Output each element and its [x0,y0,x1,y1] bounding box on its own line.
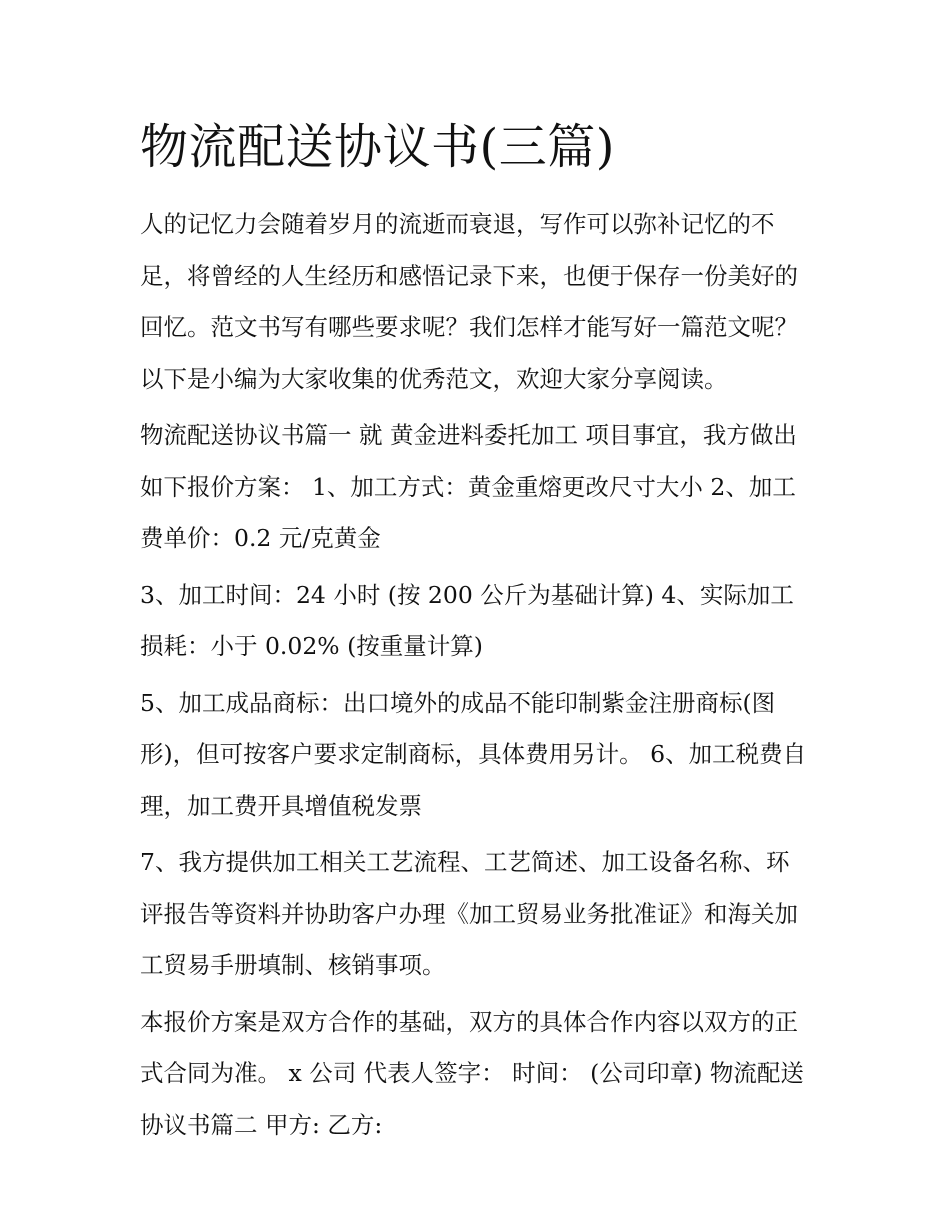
quote-paragraph-7: 7、我方提供加工相关工艺流程、工艺简述、加工设备名称、环评报告等资料并协助客户办理《加工贸易业务批准证》和海关加工贸易手册填制、核销事项。 [140,848,798,979]
document-title: 物流配送协议书(三篇) [140,119,615,175]
document-body [140,199,812,1156]
intro-paragraph: 人的记忆力会随着岁月的流逝而衰退，写作可以弥补记忆的不足，将曾经的人生经历和感悟记录下来，也便于保存一份美好的回忆。范文书写有哪些要求呢？我们怎样才能写好一篇范文呢？以下是小编为大家收集的优秀范文，欢迎大家分享阅读。 [140,210,798,393]
quote-paragraph-5-6: 5、加工成品商标：出口境外的成品不能印制紫金注册商标(图形)，但可按客户要求定制商标，具体费用另计。 6、加工税费自理，加工费开具增值税发票 [140,688,807,820]
quote-paragraph-1: 物流配送协议书篇一 就 黄金进料委托加工 项目事宜，我方做出如下报价方案： 1、加工方式：黄金重熔更改尺寸大小 2、加工费单价：0.2 元/克黄金 [140,421,797,552]
quote-paragraph-3-4: 3、加工时间：24 小时 (按 200 公斤为基础计算) 4、实际加工损耗：小于 0.02% (按重量计算) [140,580,794,660]
closing-paragraph: 本报价方案是双方合作的基础，双方的具体合作内容以双方的正式合同为准。 x 公司 代表人签字： 时间： (公司印章) 物流配送协议书篇二 甲方: 乙方: [140,1007,804,1139]
